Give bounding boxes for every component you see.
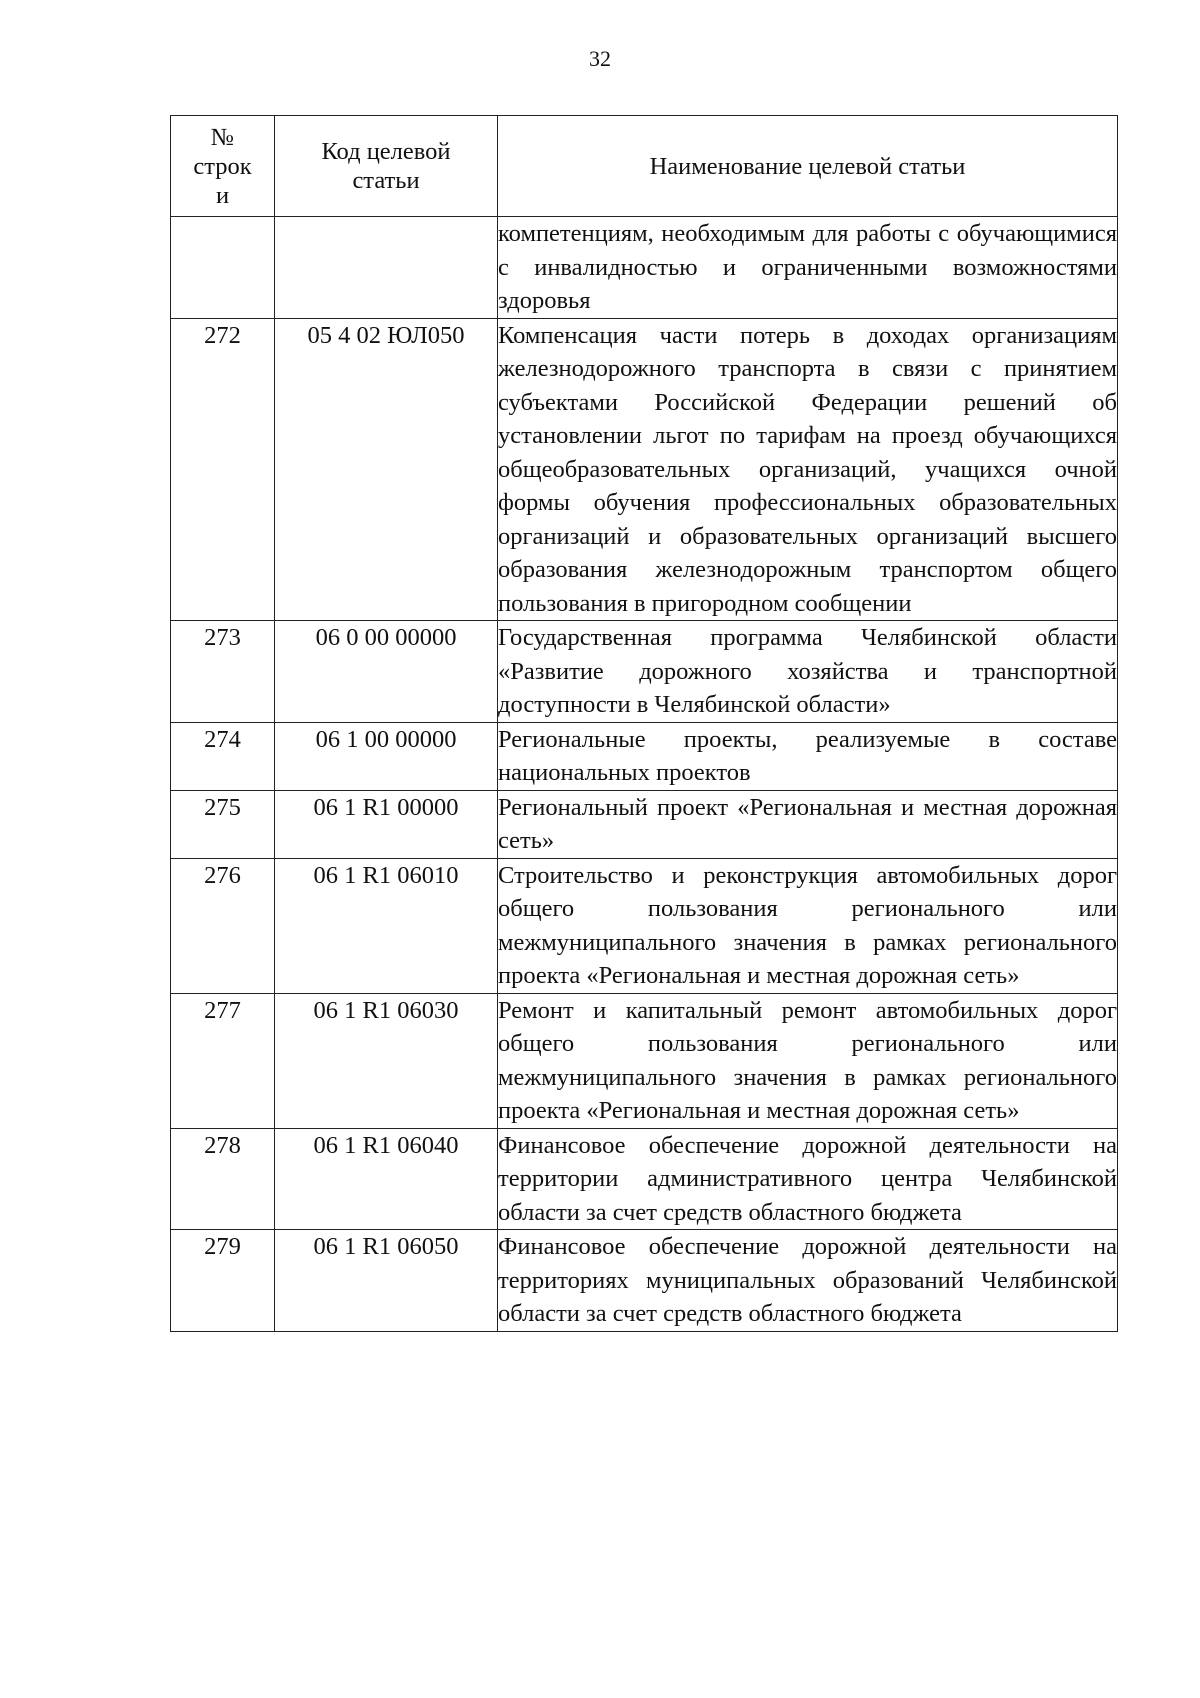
- row-code: 06 1 00 00000: [275, 722, 498, 790]
- row-code: 06 0 00 00000: [275, 621, 498, 723]
- row-number: [171, 217, 275, 319]
- table-row: [171, 217, 1118, 319]
- row-number: 272: [171, 318, 275, 621]
- table-row: [171, 1230, 1118, 1332]
- row-code: 06 1 R1 06010: [275, 858, 498, 993]
- table-body: [171, 217, 1118, 1332]
- row-name: Финансовое обеспечение дорожной деятельности на территориях муниципальных образований Челябинской области за счет средств областного бюджета: [498, 1230, 1118, 1332]
- row-number: 274: [171, 722, 275, 790]
- table-row: [171, 858, 1118, 993]
- header-code-line-2: статьи: [352, 167, 420, 194]
- header-row-number: [171, 116, 275, 217]
- row-name: Строительство и реконструкция автомобильных дорог общего пользования регионального или межмуниципального значения в рамках регионального проекта «Региональная и местная дорожная сеть»: [498, 858, 1118, 993]
- header-row-number-line-2: строк: [193, 152, 252, 180]
- table-row: [171, 722, 1118, 790]
- page-number: 32: [589, 46, 611, 71]
- header-code: [275, 116, 498, 217]
- row-number: 279: [171, 1230, 275, 1332]
- row-name: Финансовое обеспечение дорожной деятельности на территории административного центра Челябинской области за счет средств областного бюджета: [498, 1128, 1118, 1230]
- row-code: 06 1 R1 06040: [275, 1128, 498, 1230]
- row-name: Региональные проекты, реализуемые в составе национальных проектов: [498, 722, 1118, 790]
- header-row-number-line-1: №: [210, 123, 235, 151]
- row-code: 06 1 R1 06050: [275, 1230, 498, 1332]
- row-name: Государственная программа Челябинской области «Развитие дорожного хозяйства и транспортной доступности в Челябинской области»: [498, 621, 1118, 723]
- target-articles-table: [170, 115, 1118, 1332]
- header-code-line-1: Код целевой: [321, 138, 451, 165]
- row-code: 06 1 R1 06030: [275, 993, 498, 1128]
- row-name: Ремонт и капитальный ремонт автомобильных дорог общего пользования регионального или межмуниципального значения в рамках регионального проекта «Региональная и местная дорожная сеть»: [498, 993, 1118, 1128]
- row-name: компетенциям, необходимым для работы с обучающимися с инвалидностью и ограниченными возможностями здоровья: [498, 217, 1118, 319]
- table-row: [171, 790, 1118, 858]
- table-row: [171, 993, 1118, 1128]
- row-code: 05 4 02 ЮЛ050: [275, 318, 498, 621]
- header-row: [171, 116, 1118, 217]
- header-row-number-line-3: и: [215, 181, 230, 209]
- row-code: 06 1 R1 00000: [275, 790, 498, 858]
- table-row: [171, 621, 1118, 723]
- row-name: Региональный проект «Региональная и местная дорожная сеть»: [498, 790, 1118, 858]
- row-name: Компенсация части потерь в доходах организациям железнодорожного транспорта в связи с принятием субъектами Российской Федерации решений об установлении льгот по тарифам на проезд обучающихся общеобразовательных организаций, учащихся очной формы обучения профессиональных образовательных организаций и образовательных организаций высшего образования железнодорожным транспортом общего пользования в пригородном сообщении: [498, 318, 1118, 621]
- row-number: 277: [171, 993, 275, 1128]
- table-header: [171, 116, 1118, 217]
- row-code: [275, 217, 498, 319]
- row-number: 278: [171, 1128, 275, 1230]
- table-row: [171, 318, 1118, 621]
- row-number: 273: [171, 621, 275, 723]
- row-number: 276: [171, 858, 275, 993]
- table-row: [171, 1128, 1118, 1230]
- header-name: Наименование целевой статьи: [498, 116, 1118, 217]
- row-number: 275: [171, 790, 275, 858]
